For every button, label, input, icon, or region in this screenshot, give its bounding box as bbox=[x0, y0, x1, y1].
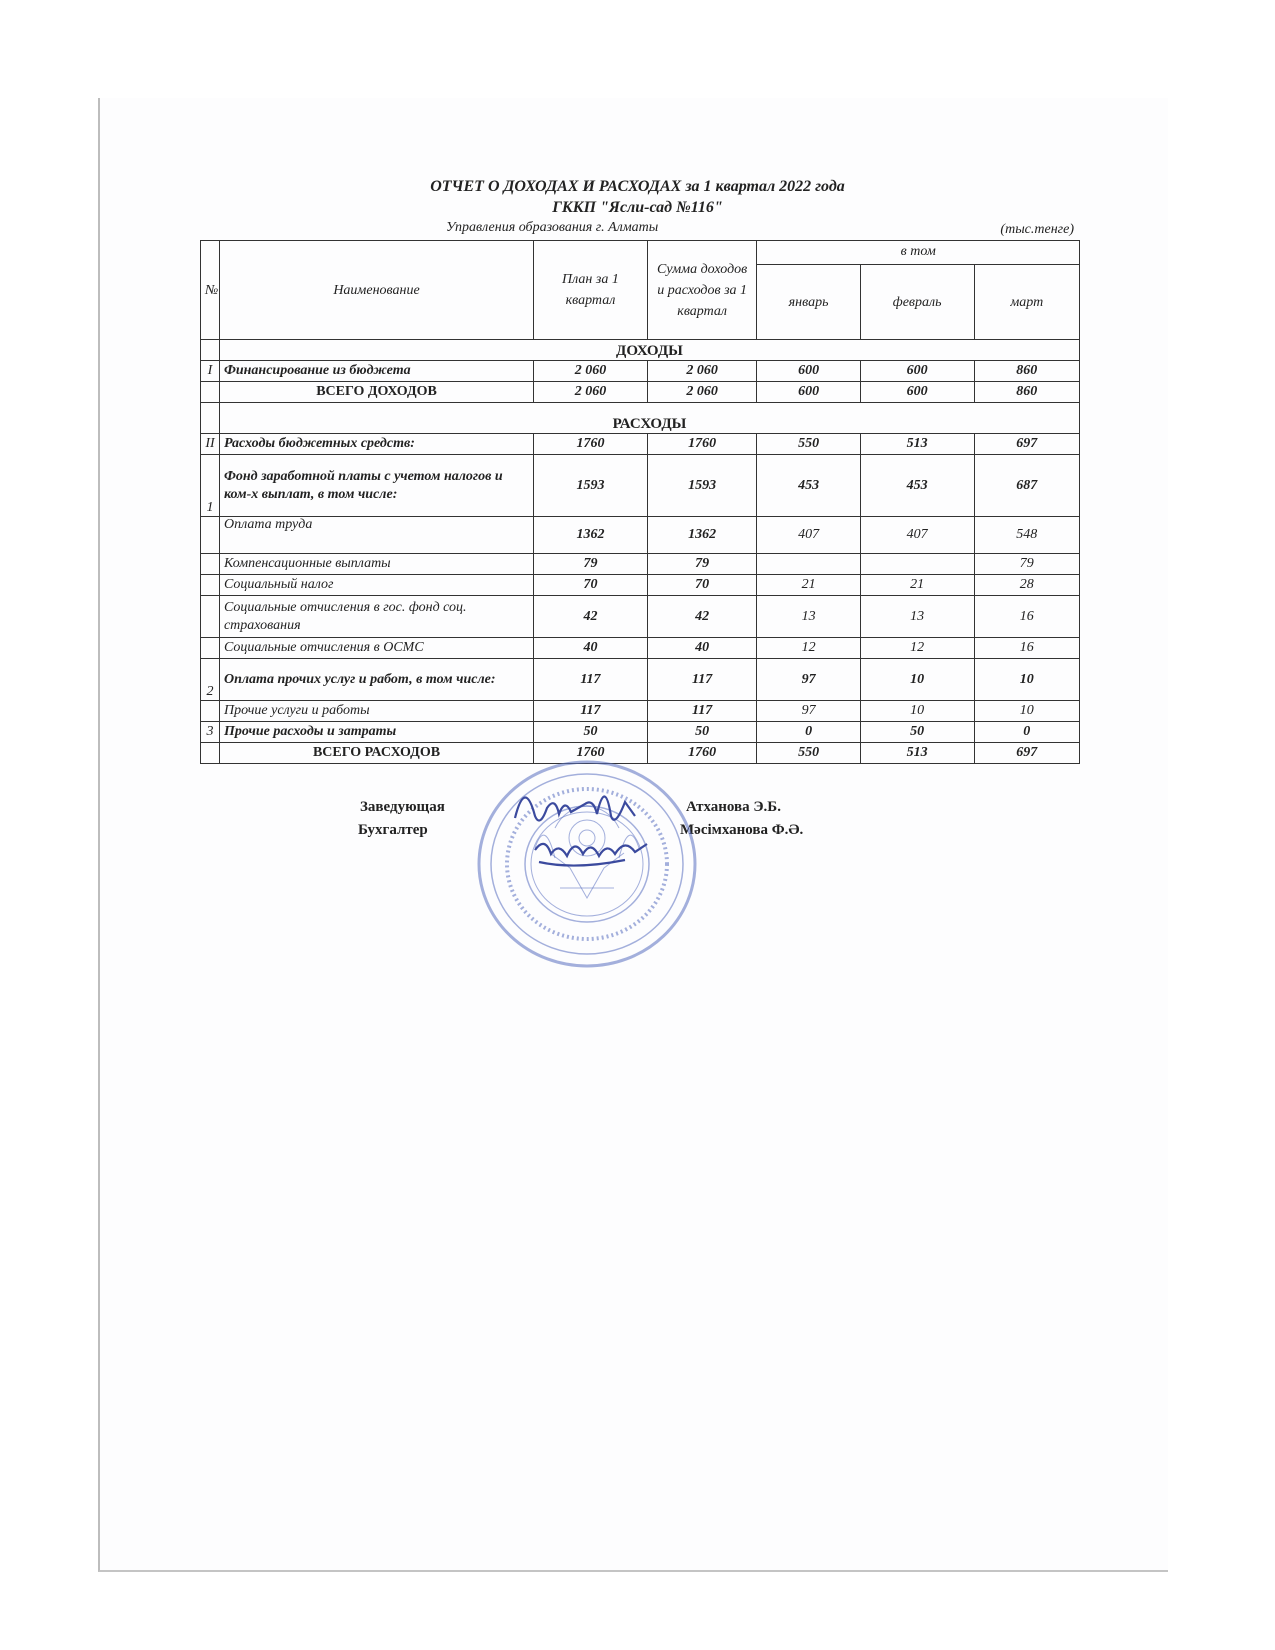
cell-sum: 1593 bbox=[647, 455, 757, 517]
cell-jan: 21 bbox=[757, 575, 860, 596]
row-number: II bbox=[201, 434, 220, 455]
cell-feb: 13 bbox=[860, 596, 974, 638]
row-name: Прочие расходы и затраты bbox=[219, 722, 533, 743]
col-header-feb: февраль bbox=[860, 265, 974, 340]
cell-sum: 70 bbox=[647, 575, 757, 596]
cell-feb: 600 bbox=[860, 382, 974, 403]
cell-sum: 2 060 bbox=[647, 361, 757, 382]
unit-label: (тыс.тенге) bbox=[1000, 222, 1074, 237]
cell-mar: 697 bbox=[974, 434, 1079, 455]
cell-feb: 407 bbox=[860, 517, 974, 554]
report-table bbox=[200, 240, 1080, 764]
table-row bbox=[201, 722, 1080, 743]
col-header-mar: март bbox=[974, 265, 1079, 340]
cell-jan bbox=[757, 554, 860, 575]
cell-plan: 2 060 bbox=[534, 382, 648, 403]
department-name: Управления образования г. Алматы bbox=[446, 220, 659, 235]
expense-total-label: ВСЕГО РАСХОДОВ bbox=[219, 743, 533, 764]
cell-plan: 50 bbox=[534, 722, 648, 743]
cell-plan: 2 060 bbox=[534, 361, 648, 382]
expense-section-header: РАСХОДЫ bbox=[219, 403, 1079, 434]
accountant-role: Бухгалтер bbox=[358, 822, 428, 838]
cell-sum: 1362 bbox=[647, 517, 757, 554]
cell-jan: 0 bbox=[757, 722, 860, 743]
row-name: Социальный налог bbox=[219, 575, 533, 596]
row-name: Расходы бюджетных средств: bbox=[219, 434, 533, 455]
cell-mar: 16 bbox=[974, 638, 1079, 659]
income-total-row bbox=[201, 382, 1080, 403]
cell-feb: 10 bbox=[860, 701, 974, 722]
row-number: 1 bbox=[201, 455, 220, 517]
cell-mar: 860 bbox=[974, 382, 1079, 403]
row-name: Социальные отчисления в ОСМС bbox=[219, 638, 533, 659]
row-name: Прочие услуги и работы bbox=[219, 701, 533, 722]
cell-jan: 550 bbox=[757, 743, 860, 764]
cell-feb: 453 bbox=[860, 455, 974, 517]
cell-jan: 550 bbox=[757, 434, 860, 455]
col-header-sum: Сумма доходов и расходов за 1 квартал bbox=[647, 241, 757, 340]
table-row bbox=[201, 701, 1080, 722]
table-row bbox=[201, 434, 1080, 455]
row-name: Оплата прочих услуг и работ, в том числе: bbox=[219, 659, 533, 701]
row-number bbox=[201, 638, 220, 659]
cell-jan: 97 bbox=[757, 701, 860, 722]
cell-jan: 600 bbox=[757, 382, 860, 403]
row-number: I bbox=[201, 361, 220, 382]
cell-jan: 453 bbox=[757, 455, 860, 517]
table-row bbox=[201, 638, 1080, 659]
row-number: 3 bbox=[201, 722, 220, 743]
cell-mar: 687 bbox=[974, 455, 1079, 517]
subtitle-line bbox=[200, 220, 1080, 240]
cell-sum: 2 060 bbox=[647, 382, 757, 403]
table-row bbox=[201, 575, 1080, 596]
cell-plan: 1760 bbox=[534, 743, 648, 764]
row-number bbox=[201, 575, 220, 596]
cell-mar: 860 bbox=[974, 361, 1079, 382]
cell-mar: 16 bbox=[974, 596, 1079, 638]
cell-jan: 13 bbox=[757, 596, 860, 638]
row-name: Социальные отчисления в гос. фонд соц. страхования bbox=[219, 596, 533, 638]
organization-name: ГККП "Ясли-сад №116" bbox=[552, 199, 723, 216]
col-header-incl: в том bbox=[757, 241, 1080, 265]
cell-plan: 1760 bbox=[534, 434, 648, 455]
cell-sum: 40 bbox=[647, 638, 757, 659]
cell-plan: 1593 bbox=[534, 455, 648, 517]
row-name: Фонд заработной платы с учетом налогов и ком-х выплат, в том числе: bbox=[219, 455, 533, 517]
row-number: 2 bbox=[201, 659, 220, 701]
cell-plan: 70 bbox=[534, 575, 648, 596]
cell-feb: 513 bbox=[860, 434, 974, 455]
cell-sum: 1760 bbox=[647, 434, 757, 455]
col-header-plan: План за 1 квартал bbox=[534, 241, 648, 340]
cell-sum: 117 bbox=[647, 701, 757, 722]
cell-feb: 50 bbox=[860, 722, 974, 743]
row-name: Оплата труда bbox=[219, 517, 533, 554]
report-title: ОТЧЕТ О ДОХОДАХ И РАСХОДАХ за 1 квартал 2022 года bbox=[430, 178, 845, 195]
table-row bbox=[201, 361, 1080, 382]
cell-sum: 42 bbox=[647, 596, 757, 638]
row-number bbox=[201, 701, 220, 722]
cell-plan: 117 bbox=[534, 701, 648, 722]
table-row bbox=[201, 659, 1080, 701]
cell-feb bbox=[860, 554, 974, 575]
cell-mar: 548 bbox=[974, 517, 1079, 554]
cell-sum: 1760 bbox=[647, 743, 757, 764]
cell-jan: 407 bbox=[757, 517, 860, 554]
head-name: Атханова Э.Б. bbox=[686, 799, 781, 815]
official-stamp-seal bbox=[475, 758, 699, 970]
cell-jan: 600 bbox=[757, 361, 860, 382]
cell-jan: 97 bbox=[757, 659, 860, 701]
cell-jan: 12 bbox=[757, 638, 860, 659]
cell-feb: 513 bbox=[860, 743, 974, 764]
cell-plan: 117 bbox=[534, 659, 648, 701]
cell-feb: 21 bbox=[860, 575, 974, 596]
cell-mar: 10 bbox=[974, 701, 1079, 722]
col-header-name: Наименование bbox=[219, 241, 533, 340]
table-row bbox=[201, 554, 1080, 575]
cell-mar: 697 bbox=[974, 743, 1079, 764]
cell-sum: 117 bbox=[647, 659, 757, 701]
cell-feb: 10 bbox=[860, 659, 974, 701]
table-row bbox=[201, 517, 1080, 554]
cell-plan: 42 bbox=[534, 596, 648, 638]
cell-mar: 79 bbox=[974, 554, 1079, 575]
cell-sum: 50 bbox=[647, 722, 757, 743]
row-name: Финансирование из бюджета bbox=[219, 361, 533, 382]
cell-mar: 0 bbox=[974, 722, 1079, 743]
table-row bbox=[201, 455, 1080, 517]
cell-sum: 79 bbox=[647, 554, 757, 575]
cell-plan: 1362 bbox=[534, 517, 648, 554]
cell-feb: 12 bbox=[860, 638, 974, 659]
row-number bbox=[201, 554, 220, 575]
row-number bbox=[201, 596, 220, 638]
table-row bbox=[201, 596, 1080, 638]
cell-plan: 40 bbox=[534, 638, 648, 659]
col-header-jan: январь bbox=[757, 265, 860, 340]
head-role: Заведующая bbox=[360, 799, 445, 815]
col-header-num: № bbox=[201, 241, 220, 340]
cell-mar: 28 bbox=[974, 575, 1079, 596]
row-number bbox=[201, 517, 220, 554]
income-section-header: ДОХОДЫ bbox=[219, 340, 1079, 361]
cell-mar: 10 bbox=[974, 659, 1079, 701]
cell-plan: 79 bbox=[534, 554, 648, 575]
row-name: Компенсационные выплаты bbox=[219, 554, 533, 575]
accountant-name: Мәсімханова Ф.Ә. bbox=[680, 822, 804, 838]
income-total-label: ВСЕГО ДОХОДОВ bbox=[219, 382, 533, 403]
cell-feb: 600 bbox=[860, 361, 974, 382]
